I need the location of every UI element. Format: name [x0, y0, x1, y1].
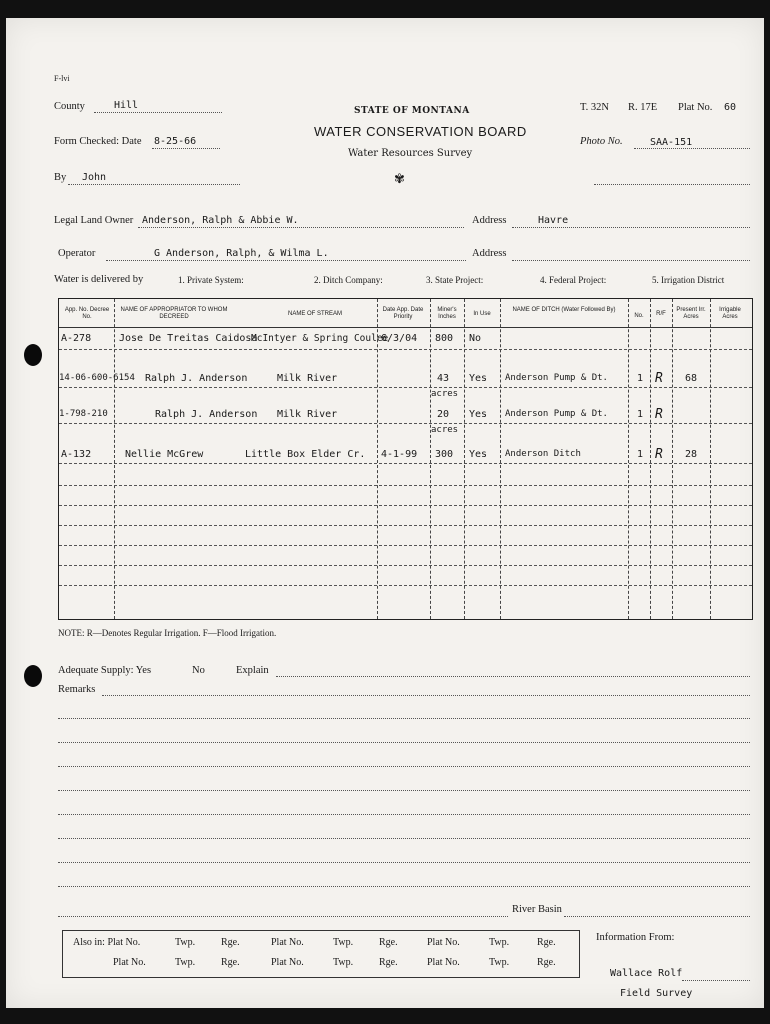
twp-label: Twp. [489, 957, 510, 968]
rge-label: Rge. [537, 937, 556, 948]
cell-inuse: Yes [469, 409, 488, 420]
col-header-app: App. No. Decree No. [64, 307, 110, 320]
punch-hole [24, 344, 42, 366]
col-header-appropriator: NAME OF APPROPRIATOR TO WHOM DECREED [120, 307, 228, 320]
range: R. 17E [628, 102, 658, 113]
twp-label: Twp. [175, 957, 196, 968]
operator-value: G Anderson, Ralph, & Wilma L. [154, 248, 329, 259]
plat-value: 60 [724, 102, 737, 113]
plat-no-label: Plat No. [113, 957, 146, 968]
cell-stream: Milk River [277, 373, 338, 384]
rge-label: Rge. [537, 957, 556, 968]
col-header-stream: NAME OF STREAM [287, 311, 342, 317]
cell-inches: 43 [437, 373, 450, 384]
plat-label: Plat No. [678, 102, 713, 113]
plat-no-label: Plat No. [427, 937, 460, 948]
plat-no-label: Plat No. [427, 957, 460, 968]
col-header-no: No. [634, 313, 644, 319]
delivery-option-federal: 4. Federal Project: [540, 275, 607, 285]
cell-stream: Little Box Elder Cr. [245, 449, 366, 460]
col-header-rf: R/F [656, 311, 666, 317]
supply-no-label: No [192, 665, 205, 676]
county-value: Hill [114, 100, 139, 111]
col-header-present: Present Irr. Acres [676, 307, 706, 320]
cell-inuse: Yes [469, 373, 488, 384]
rge-label: Rge. [221, 937, 240, 948]
cell-no: 1 [637, 409, 644, 420]
twp-label: Twp. [333, 937, 354, 948]
twp-label: Twp. [489, 937, 510, 948]
form-checked-value: 8-25-66 [154, 136, 197, 147]
board-title: WATER CONSERVATION BOARD [314, 124, 527, 139]
adequate-supply-label: Adequate Supply: Yes [58, 665, 152, 676]
cell-date: 6/3/04 [381, 333, 418, 344]
info-from-value: Wallace Rolf [610, 968, 683, 979]
cell-appropriator: Jose De Treitas Caidosa [119, 333, 258, 344]
col-header-ditch: NAME OF DITCH (Water Followed By) [512, 307, 616, 313]
survey-form-page [6, 18, 764, 1008]
cell-appropriator: Ralph J. Anderson [145, 373, 248, 384]
legal-owner-value: Anderson, Ralph & Abbie W. [142, 215, 299, 226]
cell-ditch: Anderson Pump & Dt. [505, 409, 608, 419]
delivery-label: Water is delivered by [54, 274, 144, 285]
photo-value: SAA-151 [650, 137, 693, 148]
seal-icon: ✾ [394, 172, 405, 187]
cell-app: 1-798-210 [59, 409, 108, 419]
cell-app: A-132 [61, 449, 92, 460]
rge-label: Rge. [379, 937, 398, 948]
also-in-box [62, 930, 580, 978]
township: T. 32N [580, 102, 609, 113]
field-survey: Field Survey [620, 988, 693, 999]
river-basin-label: River Basin [512, 904, 562, 915]
cell-date: 4-1-99 [381, 449, 418, 460]
cell-inuse: Yes [469, 449, 488, 460]
col-header-inches: Miner's Inches [437, 307, 457, 320]
delivery-option-district: 5. Irrigation District [652, 275, 725, 285]
photo-label: Photo No. [580, 136, 623, 147]
cell-stream: Milk River [277, 409, 338, 420]
cell-app: 14-06-600-6154 [59, 373, 135, 383]
info-from-label: Information From: [596, 932, 675, 943]
file-label: F-lvi [54, 74, 70, 83]
cell-present: 28 [685, 449, 698, 460]
twp-label: Twp. [333, 957, 354, 968]
irrigation-note: NOTE: R—Denotes Regular Irrigation. F—Flood Irrigation. [58, 628, 277, 638]
remarks-label: Remarks [58, 684, 96, 695]
explain-label: Explain [236, 665, 269, 676]
rge-label: Rge. [379, 957, 398, 968]
cell-present: 68 [685, 373, 698, 384]
col-header-irrigable: Irrigable Acres [719, 307, 741, 320]
address-value: Havre [538, 215, 569, 226]
water-rights-table [58, 298, 753, 620]
cell-no: 1 [637, 373, 644, 384]
delivery-option-state: 3. State Project: [426, 275, 484, 285]
cell-inches-note: acres [431, 389, 459, 399]
cell-rf: R [655, 407, 663, 422]
delivery-option-ditch: 2. Ditch Company: [314, 275, 383, 285]
cell-inches-note: acres [431, 425, 459, 435]
form-checked-label: Form Checked: Date [54, 136, 142, 147]
plat-no-label: Plat No. [271, 957, 304, 968]
cell-inches: 20 [437, 409, 450, 420]
cell-app: A-278 [61, 333, 92, 344]
cell-inches: 800 [435, 333, 454, 344]
by-value: John [82, 172, 107, 183]
rge-label: Rge. [221, 957, 240, 968]
cell-rf: R [655, 447, 663, 462]
also-in-label: Also in: Plat No. [73, 937, 141, 948]
address2-label: Address [472, 248, 507, 259]
by-label: By [54, 172, 67, 183]
cell-appropriator: Ralph J. Anderson [155, 409, 258, 420]
cell-no: 1 [637, 449, 644, 460]
cell-inches: 300 [435, 449, 454, 460]
address-label: Address [472, 215, 507, 226]
plat-no-label: Plat No. [271, 937, 304, 948]
punch-hole [24, 665, 42, 687]
cell-stream: McIntyer & Spring Coulee [251, 333, 389, 344]
operator-label: Operator [58, 248, 96, 259]
cell-ditch: Anderson Ditch [505, 449, 581, 459]
cell-ditch: Anderson Pump & Dt. [505, 373, 608, 383]
col-header-inuse: In Use [473, 311, 491, 317]
cell-inuse: No [469, 333, 482, 344]
legal-owner-label: Legal Land Owner [54, 215, 134, 226]
twp-label: Twp. [175, 937, 196, 948]
county-label: County [54, 101, 85, 112]
state-title: STATE OF MONTANA [354, 106, 470, 116]
delivery-option-private: 1. Private System: [178, 275, 244, 285]
cell-appropriator: Nellie McGrew [125, 449, 204, 460]
cell-rf: R [655, 371, 663, 386]
survey-title: Water Resources Survey [348, 148, 473, 159]
col-header-date: Date App. Date Priority [382, 307, 424, 320]
